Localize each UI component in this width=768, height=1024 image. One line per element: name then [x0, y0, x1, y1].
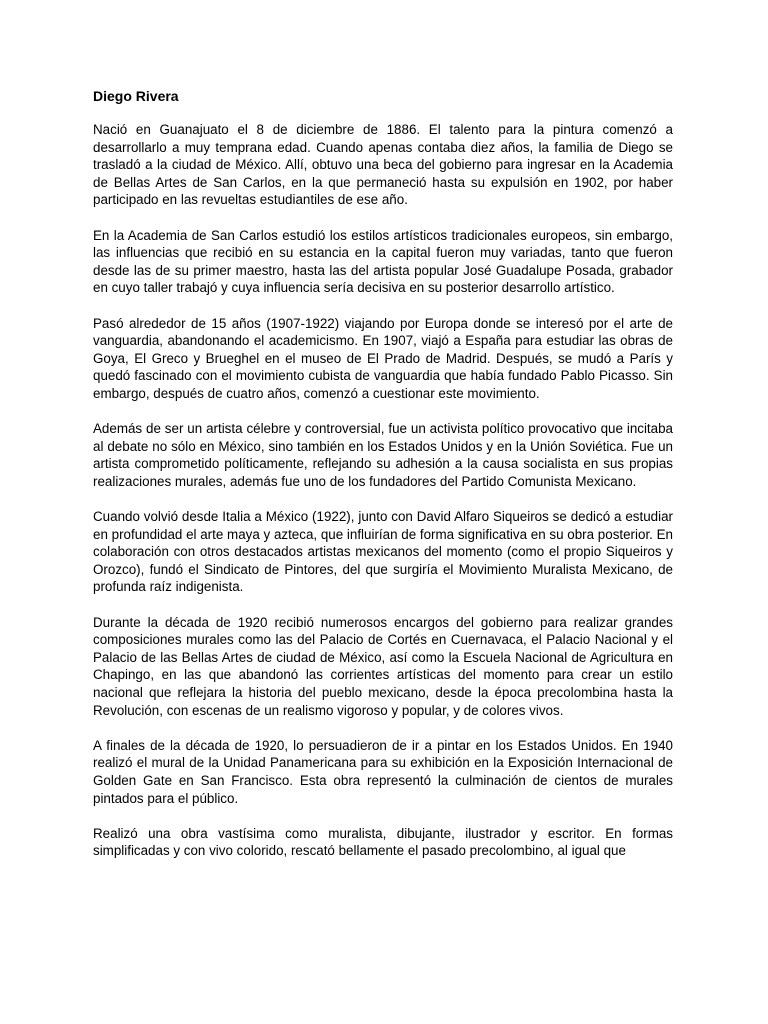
paragraph-4: Además de ser un artista célebre y controversial, fue un activista político provocativo que incitaba al debate no sólo en México, sino también en los Estados Unidos y en la Unión Soviética. Fue un artista comprometido políticamente, reflejando su adhesión a la causa socialista en sus propias realizaciones murales, además fue uno de los fundadores del Partido Comunista Mexicano. — [93, 421, 673, 489]
paragraph-2: En la Academia de San Carlos estudió los estilos artísticos tradicionales europeos, sin embargo, las influencias que recibió en su estancia en la capital fueron muy variadas, tanto que fueron desde las de su primer maestro, hasta las del artista popular José Guadalupe Posada, grabador en cuyo taller trabajó y cuya influencia sería decisiva en su posterior desarrollo artístico. — [93, 227, 673, 296]
paragraph-6: Durante la década de 1920 recibió numerosos encargos del gobierno para realizar grandes composiciones murales como las del Palacio de Cortés en Cuernavaca, el Palacio Nacional y el Palacio de las Bellas Artes de ciudad de México, así como la Escuela Nacional de Agricultura en Chapingo, en las que abandonó las corrientes artísticas del momento para crear un estilo nacional que reflejara la historia del pueblo mexicano, desde la época precolombina hasta la Revolución, con escenas de un realismo vigoroso y popular, y de colores vivos. — [93, 614, 673, 718]
document-page — [93, 86, 673, 878]
paragraph-3: Pasó alrededor de 15 años (1907-1922) viajando por Europa donde se interesó por el arte de vanguardia, abandonando el academicismo. En 1907, viajó a España para estudiar las obras de Goya, El Greco y Brueghel en el museo de El Prado de Madrid. Después, se mudó a París y quedó fascinado con el movimiento cubista de vanguardia que había fundado Pablo Picasso. Sin embargo, después de cuatro años, comenzó a cuestionar este movimiento. — [93, 315, 673, 401]
paragraph-5: Cuando volvió desde Italia a México (1922), junto con David Alfaro Siqueiros se dedicó a estudiar en profundidad el arte maya y azteca, que influirían de forma significativa en su obra posterior. En colaboración con otros destacados artistas mexicanos del momento (como el propio Siqueiros y Orozco), fundó el Sindicato de Pintores, del que surgiría el Movimiento Muralista Mexicano, de profunda raíz indigenista. — [93, 509, 673, 595]
paragraph-8: Realizó una obra vastísima como muralista, dibujante, ilustrador y escritor. En formas simplificadas y con vivo colorido, rescató bellamente el pasado precolombino, al igual que — [93, 825, 673, 859]
document-title: Diego Rivera — [93, 88, 179, 104]
paragraph-1: Nació en Guanajuato el 8 de diciembre de 1886. El talento para la pintura comenzó a desarrollarlo a muy temprana edad. Cuando apenas contaba diez años, la familia de Diego se trasladó a la ciudad de México. Allí, obtuvo una beca del gobierno para ingresar en la Academia de Bellas Artes de San Carlos, en la que permaneció hasta su expulsión en 1902, por haber participado en las revueltas estudiantiles de ese año. — [93, 122, 673, 208]
paragraph-7: A finales de la década de 1920, lo persuadieron de ir a pintar en los Estados Unidos. En 1940 realizó el mural de la Unidad Panamericana para su exhibición en la Exposición Internacional de Golden Gate en San Francisco. Esta obra representó la culminación de cientos de murales pintados para el público. — [93, 737, 673, 806]
